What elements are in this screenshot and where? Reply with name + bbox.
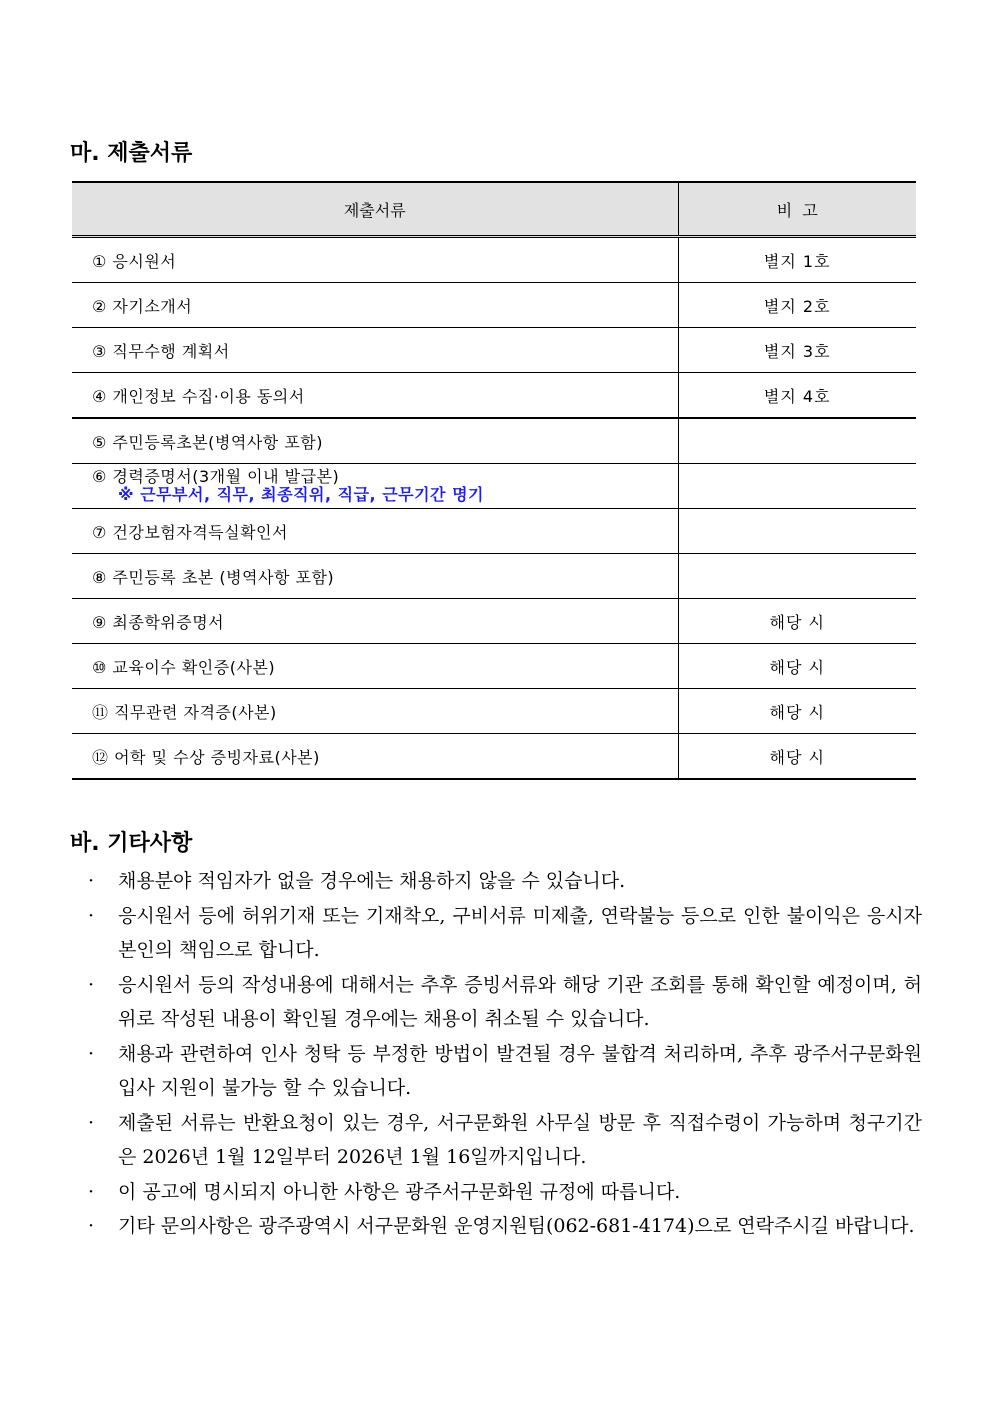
document-name: ⑩ 교육이수 확인증(사본) — [72, 644, 678, 689]
document-name: ③ 직무수행 계획서 — [72, 328, 678, 373]
table-row — [72, 644, 916, 689]
document-note — [678, 554, 916, 599]
table-row — [72, 237, 916, 283]
table-row — [72, 599, 916, 644]
bullet-mark: · — [88, 973, 95, 996]
list-item-text: 기타 문의사항은 광주광역시 서구문화원 운영지원팀(062-681-4174)으로 연락주시길 바랍니다. — [118, 1215, 915, 1237]
bullet-mark: · — [88, 1042, 95, 1065]
document-name: ⑫ 어학 및 수상 증빙자료(사본) — [72, 734, 678, 780]
list-item — [88, 968, 922, 1037]
other-matters-list — [88, 864, 922, 1244]
document-name: ⑪ 직무관련 자격증(사본) — [72, 689, 678, 734]
list-item — [88, 1037, 922, 1106]
document-name: ② 자기소개서 — [72, 283, 678, 328]
table-row — [72, 689, 916, 734]
document-name: ④ 개인정보 수집·이용 동의서 — [72, 373, 678, 419]
bullet-mark: · — [88, 1215, 95, 1237]
list-item-text: 이 공고에 명시되지 아니한 사항은 광주서구문화원 규정에 따릅니다. — [118, 1180, 681, 1203]
document-name: ⑧ 주민등록 초본 (병역사항 포함) — [72, 554, 678, 599]
list-item — [88, 1106, 922, 1175]
table-header-row — [72, 182, 916, 237]
document-note: 해당 시 — [678, 644, 916, 689]
document-note — [678, 509, 916, 554]
table-row — [72, 464, 916, 509]
table-row — [72, 328, 916, 373]
table-row — [72, 509, 916, 554]
document-note — [678, 418, 916, 464]
section-title-submission-documents: 마. 제출서류 — [70, 141, 193, 166]
table-row — [72, 373, 916, 419]
table-row — [72, 283, 916, 328]
document-note: 별지 1호 — [678, 237, 916, 283]
header-documents: 제출서류 — [72, 182, 678, 237]
document-note: 별지 2호 — [678, 283, 916, 328]
list-item — [88, 1175, 922, 1210]
table-row — [72, 554, 916, 599]
submission-documents-table — [72, 181, 916, 780]
document-note: 별지 3호 — [678, 328, 916, 373]
list-item-text: 채용분야 적임자가 없을 경우에는 채용하지 않을 수 있습니다. — [118, 870, 626, 892]
document-name: ⑥ 경력증명서(3개월 이내 발급본) — [92, 467, 340, 486]
document-note: 해당 시 — [678, 599, 916, 644]
document-name: ⑨ 최종학위증명서 — [72, 599, 678, 644]
bullet-mark: · — [88, 1180, 95, 1203]
bullet-mark: · — [88, 904, 95, 927]
document-name: ⑦ 건강보험자격득실확인서 — [72, 509, 678, 554]
document-note: 별지 4호 — [678, 373, 916, 419]
document-note: 해당 시 — [678, 734, 916, 780]
list-item — [88, 1209, 922, 1244]
document-name: ⑤ 주민등록초본(병역사항 포함) — [72, 418, 678, 464]
document-requirement-note: ※ 근무부서, 직무, 최종직위, 직급, 근무기간 명기 — [118, 485, 484, 504]
document-name: ① 응시원서 — [72, 237, 678, 283]
bullet-mark: · — [88, 870, 95, 892]
header-remarks: 비 고 — [678, 182, 916, 237]
list-item — [88, 864, 922, 899]
list-item-text: 응시원서 등의 작성내용에 대해서는 추후 증빙서류와 해당 기관 조회를 통해 확인할 예정이며, 허위로 작성된 내용이 확인될 경우에는 채용이 취소될 수 있습니다. — [118, 973, 922, 1030]
list-item-text: 응시원서 등에 허위기재 또는 기재착오, 구비서류 미제출, 연락불능 등으로 인한 불이익은 응시자 본인의 책임으로 합니다. — [118, 904, 922, 961]
document-note — [678, 464, 916, 509]
table-row — [72, 418, 916, 464]
document-name-with-note — [72, 464, 678, 509]
table-row — [72, 734, 916, 780]
list-item-text: 채용과 관련하여 인사 청탁 등 부정한 방법이 발견될 경우 불합격 처리하며, 추후 광주서구문화원 입사 지원이 불가능 할 수 있습니다. — [118, 1042, 922, 1099]
list-item-text: 제출된 서류는 반환요청이 있는 경우, 서구문화원 사무실 방문 후 직접수령이 가능하며 청구기간은 2026년 1월 12일부터 2026년 1월 16일까지입니다. — [118, 1111, 922, 1168]
list-item — [88, 899, 922, 968]
document-note: 해당 시 — [678, 689, 916, 734]
bullet-mark: · — [88, 1111, 95, 1134]
section-title-other-matters: 바. 기타사항 — [70, 831, 193, 856]
